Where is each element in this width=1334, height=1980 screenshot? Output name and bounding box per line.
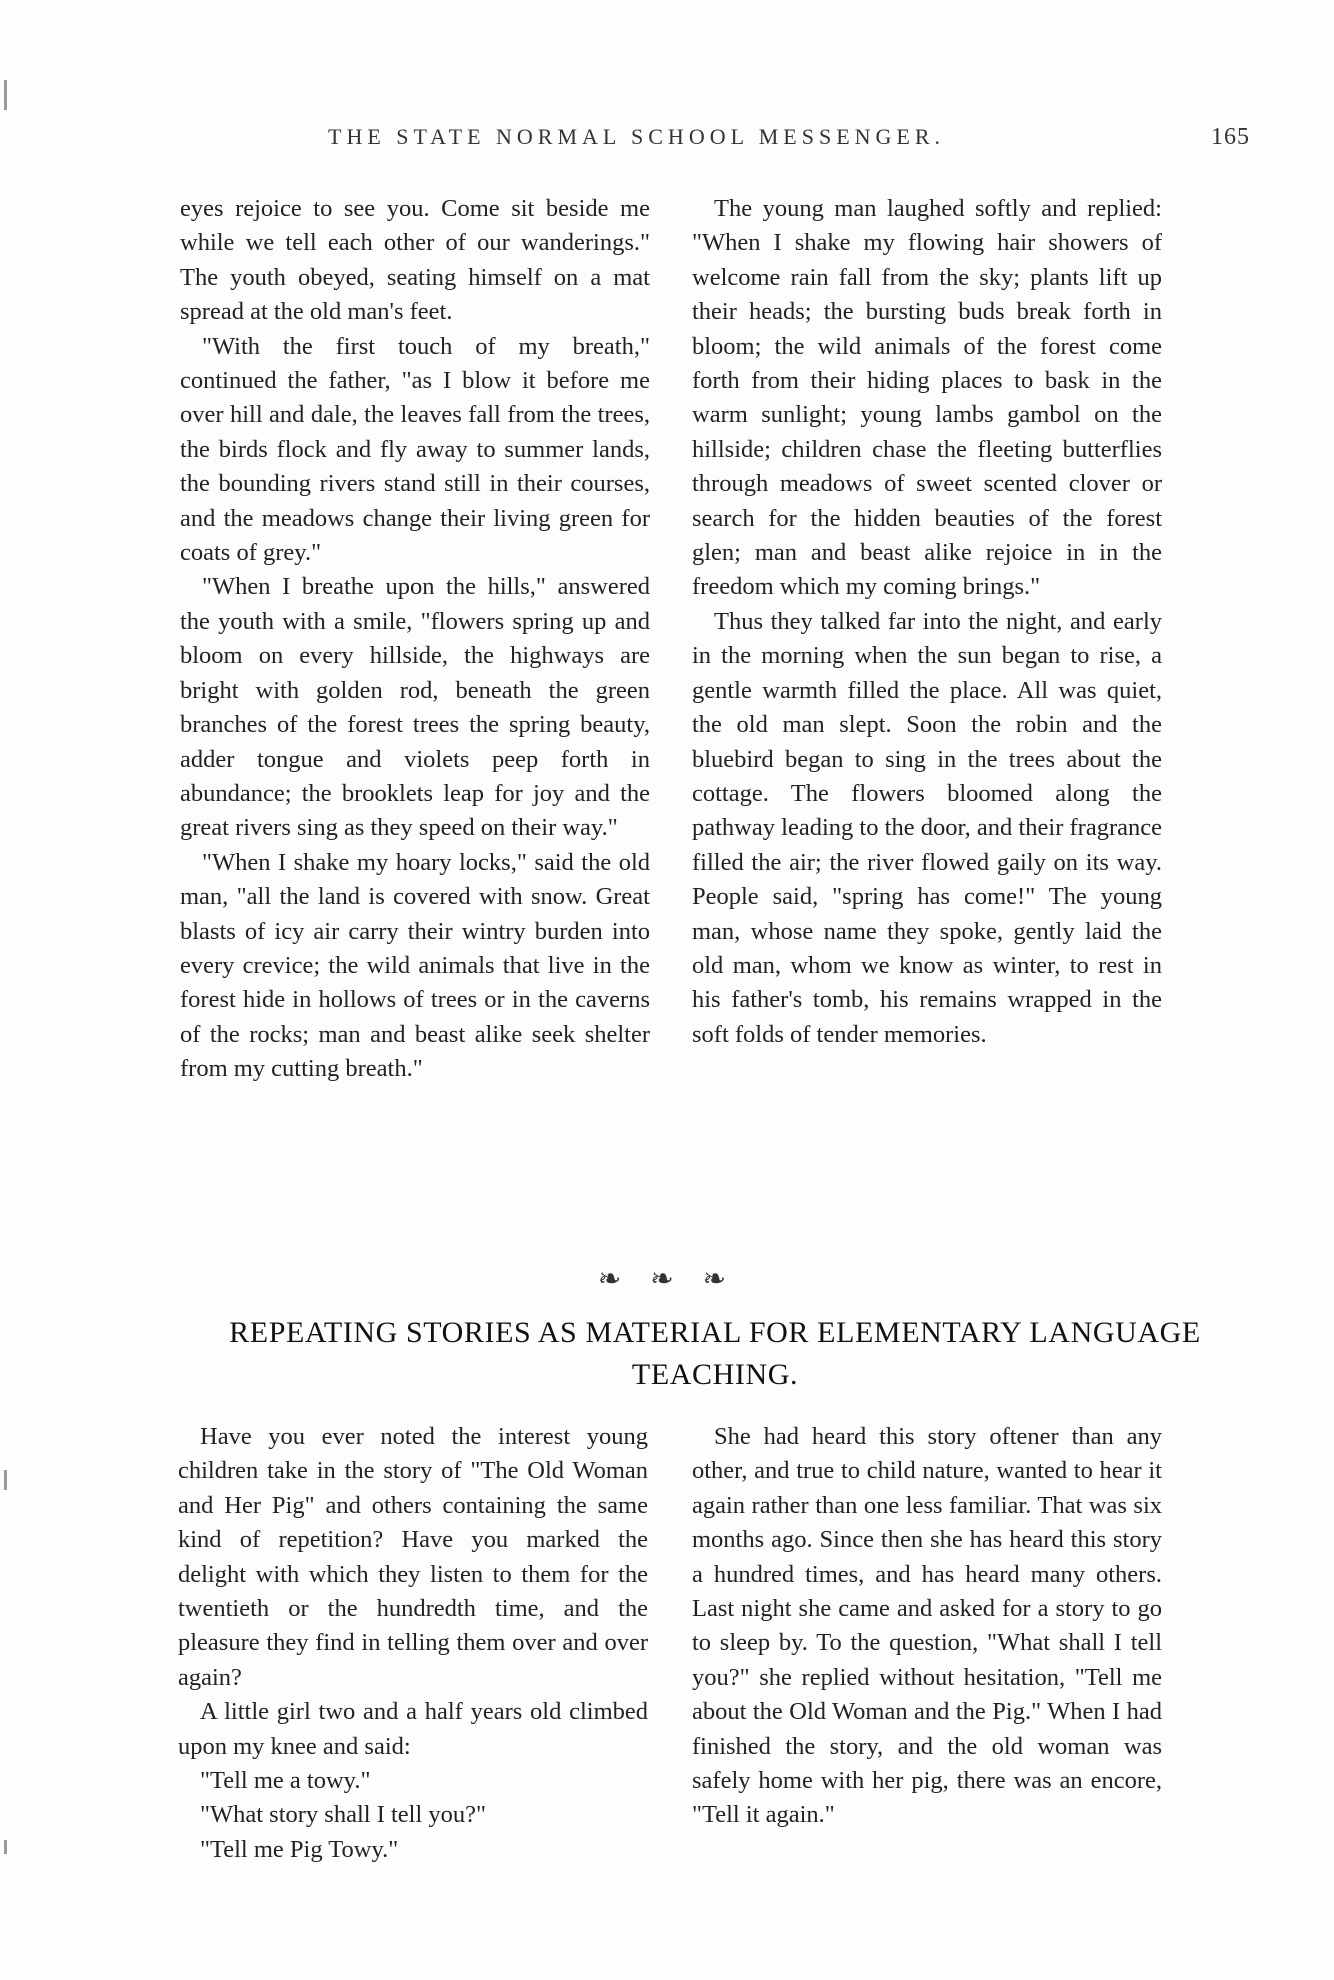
paragraph: eyes rejoice to see you. Come sit beside me while we tell each other of our wanderings." The youth obeyed, seating himself on a mat spread at the old man's feet. [180,195,650,326]
page-number: 165 [1211,124,1250,150]
scan-edge-mark [4,80,7,110]
story-left-column [180,192,650,1087]
paragraph: A little girl two and a half years old climbed upon my knee and said: [178,1698,648,1760]
paragraph: She had heard this story oftener than any other, and true to child nature, wanted to hear it again rather than one less familiar. That was six months ago. Since then she has heard this story a hundred times, and has heard many others. Last night she came and asked for a story to go to sleep by. To the question, "What shall I tell you?" she replied without hesitation, "Tell me about the Old Woman and the Pig." When I had finished the story, and the old woman was safely home with her pig, there was an encore, "Tell it again." [692,1423,1162,1829]
paragraph: The young man laughed softly and replied: "When I shake my flowing hair showers of welcome rain fall from the sky; plants lift up their heads; the bursting buds break forth in bloom; the wild animals of the forest come forth from their hiding places to bask in the warm sunlight; young lambs gambol on the hillside; children chase the fleeting butterflies through meadows of sweet scented clover or search for the hidden beauties of the forest glen; man and beast alike rejoice in in the freedom which my coming brings." [692,195,1162,601]
story-right-column [692,192,1162,1052]
paragraph: "Tell me a towy." [200,1767,371,1795]
scan-edge-mark [4,1470,7,1490]
paragraph: "With the first touch of my breath," continued the father, "as I blow it before me over hill and dale, the leaves fall from the trees, the birds flock and fly away to summer lands, the bounding rivers stand still in their courses, and the meadows change their living green for coats of grey." [180,332,650,567]
section-ornament: ❧ ❧ ❧ [597,1262,737,1295]
paragraph: Have you ever noted the interest young children take in the story of "The Old Woman and Her Pig" and others containing the same kind of repetition? Have you marked the delight with which they listen to them for the twentieth or the hundredth time, and the pleasure they find in telling them over and over again? [178,1423,648,1691]
paragraph: "Tell me Pig Towy." [200,1835,399,1863]
article-left-column [178,1420,648,1867]
page-header [180,124,1250,164]
article-title: REPEATING STORIES AS MATERIAL FOR ELEMENTARY LANGUAGE TEACHING. [229,1316,1201,1391]
paragraph: "When I breathe upon the hills," answered the youth with a smile, "flowers spring up and bloom on every hillside, the highways are bright with golden rod, beneath the green branches of the forest trees the spring beauty, adder tongue and violets peep forth in abundance; the brooklets leap for joy and the great rivers sing as they speed on their way." [180,573,650,842]
article-right-column [692,1420,1162,1833]
running-head: THE STATE NORMAL SCHOOL MESSENGER. [328,124,946,149]
paragraph: "What story shall I tell you?" [200,1801,487,1829]
paragraph: Thus they talked far into the night, and early in the morning when the sun began to rise, a gentle warmth filled the place. All was quiet, the old man slept. Soon the robin and the bluebird began to sing in the trees about the cottage. The flowers bloomed along the pathway leading to the door, and their fragrance filled the air; the river flowed gaily on its way. People said, "spring has come!" The young man, whose name they spoke, gently laid the old man, whom we know as winter, to rest in his father's tomb, his remains wrapped in the soft folds of tender memories. [692,607,1162,1048]
scan-edge-mark [4,1840,7,1854]
paragraph: "When I shake my hoary locks," said the old man, "all the land is covered with snow. Great blasts of icy air carry their wintry burden into every crevice; the wild animals that live in the forest hide in hollows of trees or in the caverns of the rocks; man and beast alike seek shelter from my cutting breath." [180,848,650,1083]
